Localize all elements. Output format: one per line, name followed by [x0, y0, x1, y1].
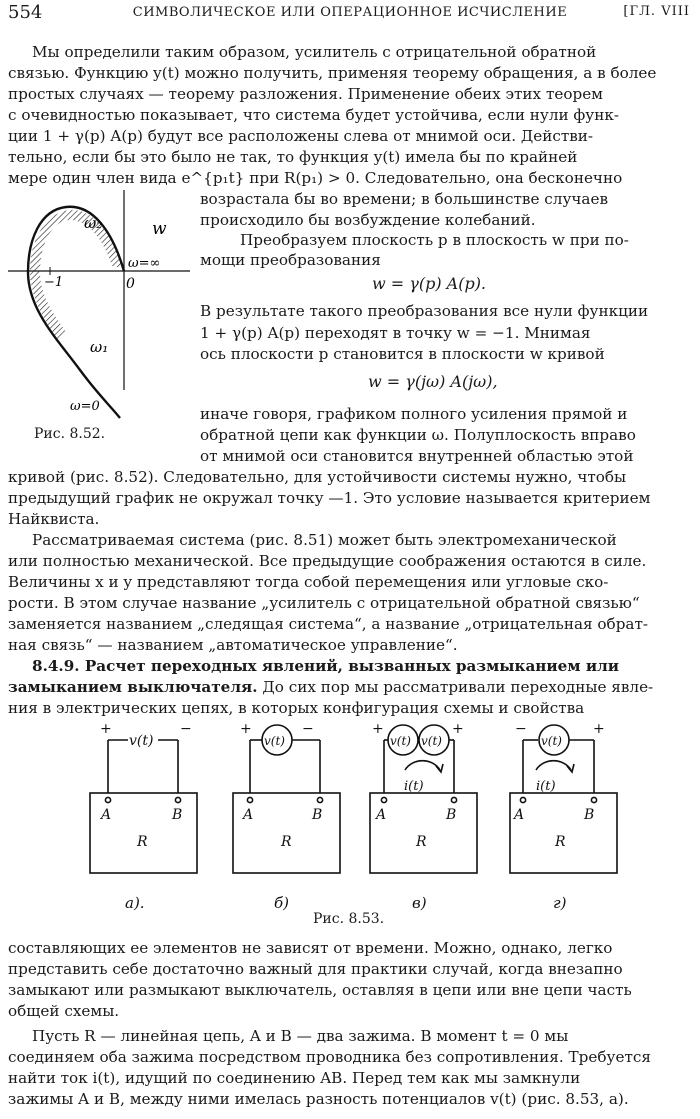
text-line: от мнимой оси становится внутренней областью этой	[200, 447, 634, 465]
text-line: с очевидностью показывает, что система будет устойчива, если нули функ-	[8, 106, 619, 124]
minus-sign: −	[302, 721, 314, 737]
source-label-2: v(t)	[421, 734, 442, 748]
text-line: общей схемы.	[8, 1002, 120, 1020]
current-arrow	[405, 761, 440, 770]
text-line: Рассматриваемая система (рис. 8.51) может быть электромеханической	[32, 531, 617, 549]
text-line: Мы определили таким образом, усилитель с отрицательной обратной	[32, 43, 597, 61]
text-line: зажимы A и B, между ними имелась разность потенциалов v(t) (рис. 8.53, a).	[8, 1090, 629, 1108]
circuit-panel-d	[510, 725, 617, 873]
text-line: 1 + γ(p) A(p) переходят в точку w = −1. Мнимая	[200, 324, 591, 342]
network-box	[370, 793, 477, 873]
plus-sign-2: +	[452, 721, 464, 737]
network-label: R	[416, 834, 427, 850]
text-line: возрастала бы во времени; в большинстве случаев	[200, 190, 609, 208]
network-label: R	[137, 834, 148, 850]
text-line: ная связь“ — названием „автоматическое управление“.	[8, 636, 458, 654]
circuit-panel-b	[233, 725, 340, 873]
text-line: ния в электрических цепях, в которых конфигурация схемы и свойства	[8, 699, 585, 717]
plus-sign: +	[100, 721, 112, 737]
network-box	[510, 793, 617, 873]
terminal-a: A	[514, 807, 525, 823]
text-line: кривой (рис. 8.52). Следовательно, для устойчивости системы нужно, чтобы	[8, 468, 627, 486]
text-line: В результате такого преобразования все нули функции	[200, 302, 649, 320]
section-title: 8.4.9. Расчет переходных явлений, вызванных размыканием или	[32, 657, 620, 675]
figure-8-53-caption: Рис. 8.53.	[313, 911, 385, 927]
source-label: v(t)	[264, 734, 285, 748]
text-line: происходило бы возбуждение колебаний.	[200, 211, 536, 229]
equation-2: w = γ(jω) A(jω),	[368, 372, 498, 391]
label-omega-inf: ω=∞	[128, 256, 161, 271]
panel-label: a).	[125, 894, 145, 912]
text-line: мощи преобразования	[200, 251, 381, 269]
panel-label: г)	[553, 894, 567, 912]
label-omega0: ω=0	[70, 399, 100, 414]
text-line	[8, 677, 682, 698]
minus-sign: −	[180, 721, 192, 737]
text-line: составляющих ее элементов не зависят от времени. Можно, однако, легко	[8, 939, 613, 957]
figure-8-52-caption: Рис. 8.52.	[34, 426, 106, 442]
text-line: Величины x и y представляют тогда собой перемещения или угловые ско-	[8, 573, 609, 591]
text-line: ции 1 + γ(p) A(p) будут все расположены слева от мнимой оси. Действи-	[8, 127, 594, 145]
terminal-b: B	[312, 807, 323, 823]
plus-sign: +	[372, 721, 384, 737]
running-title: СИМВОЛИЧЕСКОЕ ИЛИ ОПЕРАЦИОННОЕ ИСЧИСЛЕНИЕ	[132, 5, 568, 20]
text-line: найти ток i(t), идущий по соединению AB. Перед тем как мы замкнули	[8, 1069, 581, 1087]
text-line: Найквиста.	[8, 510, 100, 528]
text-line: ось плоскости p становится в плоскости w кривой	[200, 345, 605, 363]
current-label: i(t)	[404, 779, 424, 794]
terminal-a: A	[376, 807, 387, 823]
terminal-a: A	[243, 807, 254, 823]
text-line: замыкают или размыкают выключатель, оставляя в цепи или вне цепи часть	[8, 981, 632, 999]
text-line: мере один член вида e^{p₁t} при R(p₁) > 0. Следовательно, она бесконечно	[8, 169, 623, 187]
panel-label: б)	[274, 894, 290, 912]
terminal-b: B	[172, 807, 183, 823]
text-line: Пусть R — линейная цепь, A и B — два зажима. В момент t = 0 мы	[32, 1027, 569, 1045]
label-zero: 0	[126, 276, 135, 292]
text-line: простых случаях — теорему разложения. Применение обеих этих теорем	[8, 85, 603, 103]
label-minus-one: −1	[44, 275, 64, 290]
text-line: иначе говоря, графиком полного усиления прямой и	[200, 405, 628, 423]
section-text: До сих пор мы рассматривали переходные явле-	[262, 678, 654, 696]
network-label: R	[281, 834, 292, 850]
current-label: i(t)	[536, 779, 556, 794]
text-line: рости. В этом случае название „усилитель с отрицательной обратной связью“	[8, 594, 640, 612]
text-line: обратной цепи как функции ω. Полуплоскость вправо	[200, 426, 636, 444]
figure-8-53	[0, 718, 700, 928]
equation-1: w = γ(p) A(p).	[372, 274, 487, 293]
terminal-a: A	[101, 807, 112, 823]
page-number: 554	[8, 2, 43, 23]
plus-sign: +	[240, 721, 252, 737]
plus-sign: +	[593, 721, 605, 737]
current-arrow	[536, 761, 571, 770]
text-line: заменяется названием „следящая система“, а название „отрицательная обрат-	[8, 615, 649, 633]
network-box	[233, 793, 340, 873]
terminal-b: B	[446, 807, 457, 823]
text-line: связью. Функцию y(t) можно получить, применяя теорему обращения, а в более	[8, 64, 657, 82]
source-label: v(t)	[541, 734, 562, 748]
network-box	[90, 793, 197, 873]
label-w: w	[152, 219, 167, 239]
terminal-b: B	[584, 807, 595, 823]
text-line: соединяем оба зажима посредством проводника без сопротивления. Требуется	[8, 1048, 651, 1066]
chapter-label: [ГЛ. VIII	[623, 4, 690, 19]
text-line: предыдущий график не окружал точку —1. Это условие называется критерием	[8, 489, 651, 507]
text-line: Преобразуем плоскость p в плоскость w при по-	[240, 231, 629, 249]
panel-label: в)	[412, 894, 427, 912]
label-omega1: ω₁	[90, 338, 109, 356]
text-line: представить себе достаточно важный для практики случай, когда внезапно	[8, 960, 623, 978]
network-label: R	[555, 834, 566, 850]
running-header	[0, 0, 700, 30]
figure-8-52	[0, 180, 195, 440]
minus-sign: −	[515, 721, 527, 737]
text-line: тельно, если бы это было не так, то функция y(t) имела бы по крайней	[8, 148, 578, 166]
text-line: или полностью механической. Все предыдущие соображения остаются в силе.	[8, 552, 647, 570]
source-label: v(t)	[390, 734, 411, 748]
label-omega2: ω₂	[84, 214, 103, 232]
section-title-cont: замыканием выключателя.	[8, 678, 258, 696]
source-label: v(t)	[129, 733, 154, 749]
